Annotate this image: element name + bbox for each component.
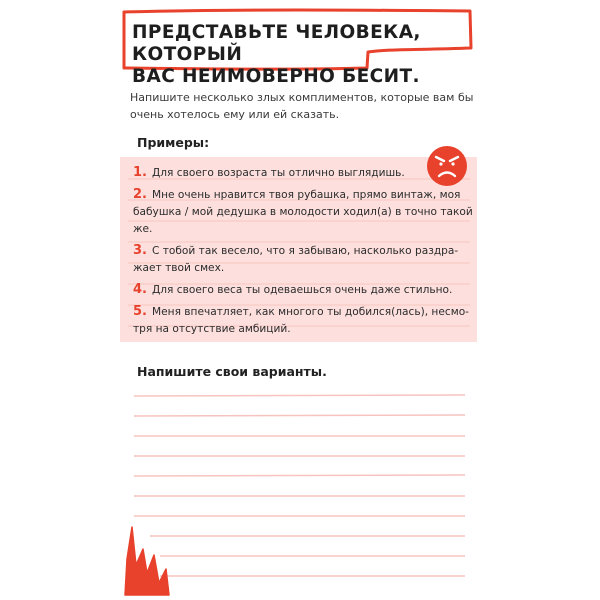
- writing-line: [134, 395, 465, 396]
- title-box: [118, 8, 475, 87]
- item-text: Для своего возраста ты отлично выглядишь.: [151, 167, 405, 179]
- writing-line: [134, 415, 465, 416]
- item-number: 1.: [133, 165, 147, 180]
- list-item: [133, 242, 473, 277]
- list-item: [133, 186, 473, 238]
- writing-lines: [120, 386, 480, 586]
- title-line-1: ПРЕДСТАВЬТЕ ЧЕЛОВЕКА, КОТОРЫЙ: [132, 22, 421, 65]
- item-text: Меня впечатляет, как многого ты добился(лась), несмо-тря на отсутствие амбиций.: [133, 306, 469, 335]
- list-item: [133, 281, 473, 299]
- item-text: Мне очень нравится твоя рубашка, прямо винтаж, моя бабушка / мой дедушка в молодости ходил(а) в точно такой же.: [133, 189, 473, 235]
- item-number: 2.: [133, 187, 147, 202]
- item-number: 4.: [133, 282, 147, 297]
- flame-icon: [123, 525, 171, 597]
- examples-heading: Примеры:: [137, 135, 210, 150]
- intro-text: Напишите несколько злых комплиментов, которые вам бы очень хотелось ему или ей сказать.: [130, 91, 474, 121]
- list-item: [133, 303, 473, 338]
- writing-line: [134, 475, 465, 476]
- title-line-2: ВАС НЕИМОВЕРНО БЕСИТ.: [132, 66, 420, 87]
- examples-list: [133, 164, 473, 342]
- page-title: [132, 22, 477, 88]
- item-number: 5.: [133, 304, 147, 319]
- item-number: 3.: [133, 243, 147, 258]
- write-heading: Напишите свои варианты.: [137, 364, 327, 379]
- item-text: Для своего веса ты одеваешься очень даже стильно.: [151, 284, 453, 296]
- list-item: [133, 164, 473, 182]
- item-text: С тобой так весело, что я забываю, насколько раздра-жает твой смех.: [133, 245, 459, 274]
